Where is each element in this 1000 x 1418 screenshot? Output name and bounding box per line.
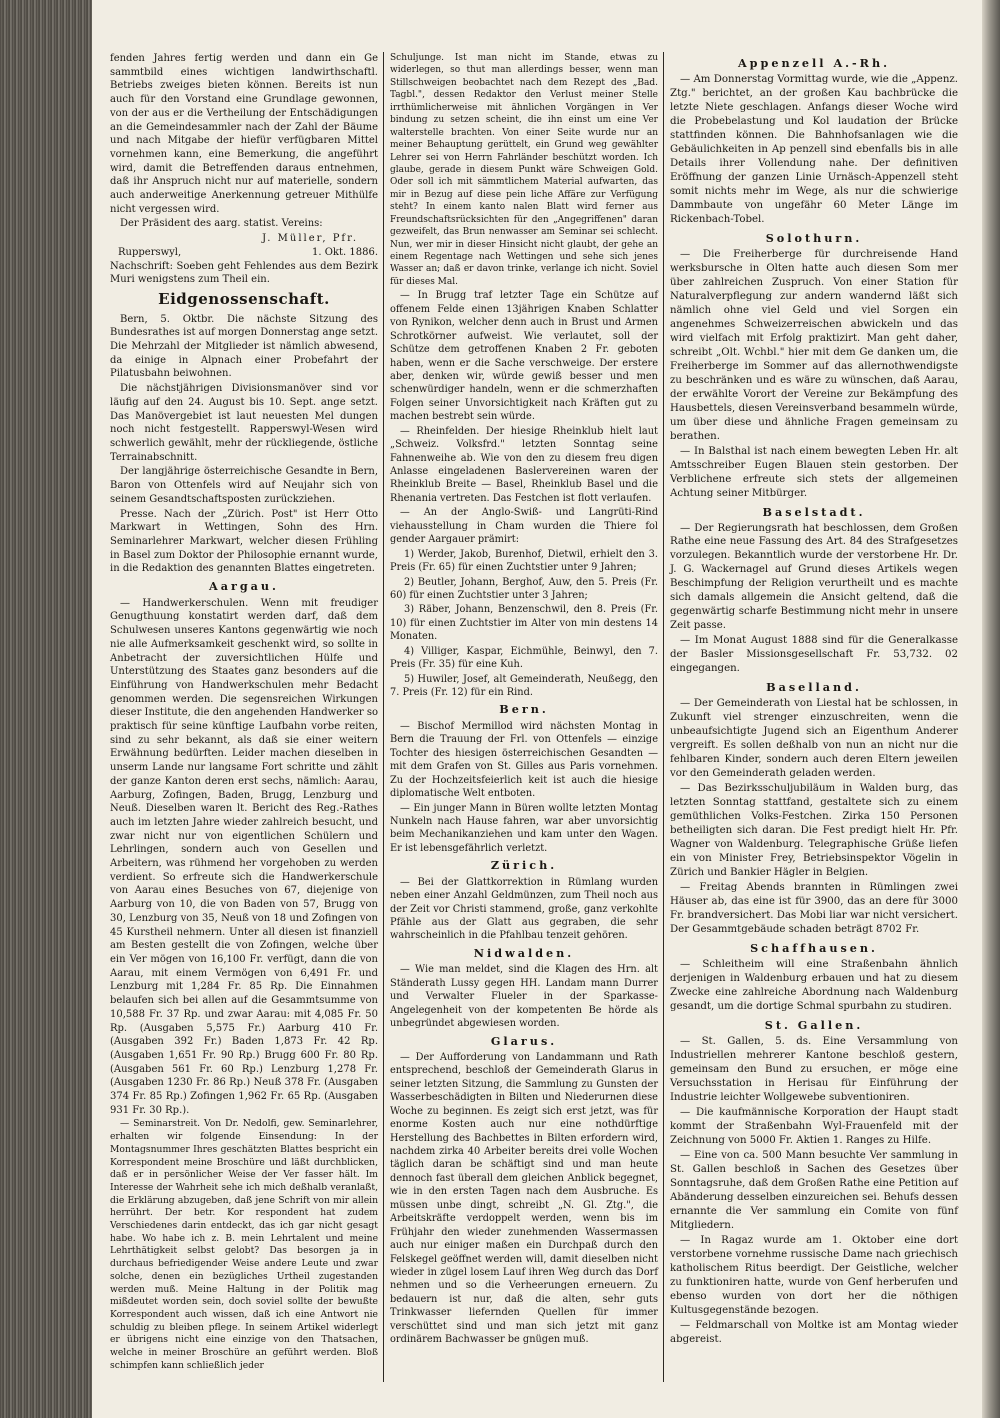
list-item: 3) Räber, Johann, Benzenschwil, den 8. Preis (Fr. 10) für einen Zuchtstier im Alter von min destens 14 Monaten. — [390, 604, 658, 643]
article-text: — Seminarstreit. Von Dr. Nedolfi, gew. Seminarlehrer, erhalten wir folgende Einsendung: In der Montagsnummer Ihres geschätzten Blattes bespricht ein Korrespondent meine Broschüre und läßt durchblicken, daß er in persönlicher Weise der Ver fasser hält. Im Interesse der Wahrheit sehe ich mich deßhalb veranlaßt, die Erklärung abzugeben, daß jene Schrift von mir allein herrührt. Der betr. Kor respondent hat zudem Verschiedenes darin entdeckt, das ich gar nicht gesagt habe. Wo habe ich z. B. mein Lehrtalent und meine Lehrthätigkeit selbst gelobt? Das besorgen ja in durchaus befriedigender Weise andere Leute und zwar solche, denen ein bezügliches Urtheil zugestanden werden muß. Meine Haltung in der Politik mag mißdeutet worden sein, doch soviel sollte der bewußte Korrespondent auch wissen, daß ich eine Antwort nie schuldig zu bleiben pflege. In seinem Artikel widerlegt er übrigens nicht eine einzige von den Thatsachen, welche in meiner Broschüre an geführt werden. Bloß schimpfen kann schließlich jeder — [110, 1118, 378, 1371]
canton-heading: Glarus. — [490, 1033, 558, 1048]
article-text: — In Brugg traf letzter Tage ein Schütze auf offenem Felde einen 13jährigen Knaben Schlatter von Rynikon, welcher denn auch in Brust und Armen Schrotkörner aufweist. Wie verlautet, soll der Schütze dem getroffenen Knaben 2 Fr. geboten haben, wenn er die Sache verschweige. Der erstere aber, denken wir, würde gewiß besser und men schenwürdiger handeln, wenn er die schmerzhaften Folgen seiner Unvorsichtigkeit nach Kräften gut zu machen bestrebt sein würde. — [390, 290, 658, 423]
article-text: — Das Bezirksschuljubiläum in Walden burg, das letzten Sonntag stattfand, gestaltete sich zu einem gemüthlichen Volks-Festchen. Zirka 150 Personen betheiligten sich daran. Die Fest predigt hielt Hr. Pfr. Wagner von Waldenburg. Telegraphische Grüße liefen ein von Minister Frey, Betriebsinspektor Vögelin in Zürich und Bankier Hägler in Belgien. — [670, 783, 958, 879]
list-item: 4) Villiger, Kaspar, Eichmühle, Beinwyl, den 7. Preis (Fr. 35) für eine Kuh. — [390, 645, 658, 671]
list-item: 5) Huwiler, Josef, alt Gemeinderath, Neußegg, den 7. Preis (Fr. 12) für ein Rind. — [390, 673, 658, 698]
canton-heading: Baselstadt. — [762, 504, 866, 519]
article-text: — Schleitheim will eine Straßenbahn ähnlich derjenigen in Waldenburg erbauen und hat zu diesem Zwecke eine zahlreiche Abordnung nach Waldenburg gesandt, um die dortige Schmal spurbahn zu studiren. — [670, 959, 958, 1012]
article-text: — Der Gemeinderath von Liestal hat be schlossen, in Zukunft viel strenger einzuschreiten, wenn die unbeaufsichtigte Jugend sich an Eigenthum Anderer vergreift. Es sollen deßhalb von nun an nicht nur die fehlbaren Kinder, sondern auch deren Eltern jeweilen vor den Gemeinderath geladen werden. — [670, 698, 958, 780]
newspaper-page — [100, 52, 968, 1382]
postscript: Nachschrift: Soeben geht Fehlendes aus dem Bezirk Muri wenigstens zum Theil ein. — [110, 260, 378, 286]
article-text: — Freitag Abends brannten in Rümlingen zwei Häuser ab, das eine ist für 3900, das an dere für 3000 Fr. brandversichert. Das Mobi liar war nicht versichert. Der Gesammtgebäude schaden beträgt 8702 Fr. — [670, 882, 958, 936]
article-text: — In Ragaz wurde am 1. Oktober eine dort verstorbene vornehme russische Dame nach griechisch katholischem Ritus beerdigt. Der Geistliche, welcher zu funktioniren hatte, wurde von Genf herberufen und ebenso wurden von dort her die nöthigen Kultusgegenstände bezogen. — [670, 1234, 958, 1316]
column-1 — [110, 52, 378, 1374]
article-text: Bern, 5. Oktbr. Die nächste Sitzung des Bundesrathes ist auf morgen Donnerstag ange setzt. Die Mehrzahl der Mitglieder ist nämlich abwesend, da einige in Alpnach einer Probefahrt der Pilatusbahn beiwohnen. — [110, 313, 378, 380]
article-text: fenden Jahres fertig werden und dann ein Ge sammtbild eines wichtigen landwirthschaftl. Betriebs zweiges bieten können. Bereits ist nun auch für den Vorstand eine Grundlage gewonnen, von der aus er die Vertheilung der Entschädigungen an die Gemeindesammler nach der Zahl der Bäume und nach Mitgabe der hiefür verfügbaren Mittel vornehmen kann, eine Bemerkung, die angeführt wird, damit die Betreffenden daraus entnehmen, daß ihr Anspruch nicht nur auf materielle, sondern auch anderweitige Anerkennung getreuer Mithülfe nicht vergessen wird. — [110, 53, 378, 215]
canton-heading: Aargau. — [209, 579, 279, 594]
dateline-place: Rupperswyl, — [118, 246, 182, 258]
article-text: — Ein junger Mann in Büren wollte letzten Montag Nunkeln nach Hause fahren, war aber unvorsichtig beim Mechanikanziehen und kam unter den Wagen. Er ist lebensgefährlich verletzt. — [390, 802, 658, 854]
article-text: — Bischof Mermillod wird nächsten Montag in Bern die Trauung der Frl. von Ottenfels — einzige Tochter des hiesigen österreichischen Gesandten — mit dem Grafen von St. Gilles aus Paris vornehmen. Zu der Hochzeitsfeierlich keit ist auch die hiesige diplomatische Welt entboten. — [390, 720, 658, 800]
dateline-date: 1. Okt. 1886. — [312, 246, 378, 258]
article-text: — Der Regierungsrath hat beschlossen, dem Großen Rathe eine neue Fassung des Art. 84 des Strafgesetzes vorzulegen. Bekanntlich wurde der verstorbene Hr. Dr. J. G. Wackernagel auf Grund dieses Artikels wegen Beschimpfung der Religion verurtheilt und es machte sich damals allgemein die Ansicht geltend, daß die gegenwärtig scharfe Bestimmung nicht mehr in unsere Zeit passe. — [670, 522, 958, 632]
article-text: — Feldmarschall von Moltke ist am Montag wieder abgereist. — [670, 1319, 958, 1345]
column-rule — [383, 52, 384, 1382]
article-text: — Die Freiherberge für durchreisende Hand werksbursche in Olten hatte auch diesen Som mer über zahlreichen Zuspruch. Von einer Station für Naturalverpflegung zur andern wandernd läßt sich nämlich ohne viel Geld und viel Sorgen ein angenehmes Schweizerreischen abwickeln und das wird vielfach mit Erfolg praktizirt. Man geht daher, schreibt „Olt. Wchbl." hier mit dem Ge danken um, die Freiherberge im Sommer auf das allernothwendigste zu beschränken und es wäre zu wünschen, daß Aarau, der erwählte Vorort der Vereine zur Bekämpfung des Hausbettels, diesen Vereinsverband besammeln würde, um über diese und ähnliche Fragen gemeinsam zu berathen. — [670, 248, 958, 442]
signature-name: J. Müller, Pfr. — [262, 233, 358, 245]
article-text: — Bei der Glattkorrektion in Rümlang wurden neben einer Anzahl Geldmünzen, zum Theil noch aus der Zeit vor Christi stammend, große, ganz verkohlte Pfähle aus der Glatt aus gegraben, die sehr wahrscheinlich in die Pfahlbau tenzeit gehören. — [390, 876, 658, 942]
section-title: Eidgenossenschaft. — [158, 289, 330, 308]
canton-heading: Baselland. — [766, 680, 862, 695]
canton-heading: Schaffhausen. — [750, 941, 878, 956]
canton-heading: Nidwalden. — [473, 945, 575, 960]
article-text: Die nächstjährigen Divisionsmanöver sind vor läufig auf den 24. August bis 10. Sept. ange setzt. Das Manövergebiet ist laut neuesten Mel dungen noch nicht festgestellt. Rapperswyl-Wesen wird schwerlich gewählt, mehr der rückliegende, östliche Terrainabschnitt. — [110, 383, 378, 463]
dateline — [110, 246, 378, 260]
page-edge — [982, 0, 1000, 1418]
canton-heading: Bern. — [499, 702, 549, 717]
article-text: — Rheinfelden. Der hiesige Rheinklub hielt laut „Schweiz. Volksfrd." letzten Sonntag seine Fahnenweihe ab. Wie von den zu diesem freu digen Anlasse eingeladenen Baslervereinen waren der Rheinklub Breite — Basel, Rheinklub Basel und die Rhenania vertreten. Das Festchen ist flott verlaufen. — [390, 425, 658, 504]
canton-heading: Solothurn. — [765, 230, 863, 245]
column-2 — [390, 52, 658, 1348]
article-text: — An der Anglo-Swiß- und Langrüti-Rind viehausstellung in Cham wurden die Thiere fol gender Aargauer prämirt: — [390, 507, 658, 546]
list-item: 1) Werder, Jakob, Burenhof, Dietwil, erhielt den 3. Preis (Fr. 65) für einen Zuchtstier unter 9 Jahren; — [390, 548, 658, 574]
canton-heading: St. Gallen. — [764, 1017, 864, 1032]
signature-line: Der Präsident des aarg. statist. Vereins: — [120, 218, 323, 230]
article-text: — Der Aufforderung von Landammann und Rath entsprechend, beschloß der Gemeinderath Glarus in seiner letzten Sitzung, die Sammlung zu Gunsten der Wasserbeschädigten in Bilten und Niederurnen diese Woche zu beginnen. Es zeigt sich erst jetzt, was für enorme Kosten auch nur eine nothdürftige Herstellung des Bachbettes in Bilten erfordern wird, nachdem zirka 40 Arbeiter bereits drei volle Wochen täglich daran be schäftigt sind und man heute dennoch fast überall dem gleichen Anblick begegnet, wie in den ersten Tagen nach dem Ausbruche. Es müssen unbe dingt, schreibt „N. Gl. Ztg.", die Arbeitskräfte verdoppelt werden, wenn bis im Frühjahr den wieder zunehmenden Wassermassen auch nur einiger maßen ein Durchpaß durch den Felskegel geöffnet werden will, damit dieselben nicht wieder in zügel losem Lauf ihren Weg durch das Dorf nehmen und so die Verheerungen erneuern. Zu bedauern ist nur, daß die alten, sehr guts Trinkwasser liefernden Quellen für immer verschüttet sind und man sich jetzt mit ganz ordinärem Bachwasser be gnügen muß. — [390, 1051, 658, 1346]
list-item: 2) Beutler, Johann, Berghof, Auw, den 5. Preis (Fr. 60) für einen Zuchtstier unter 3 Jahren; — [390, 576, 658, 601]
article-text: — Eine von ca. 500 Mann besuchte Ver sammlung in St. Gallen beschloß in Sachen des Gesetzes über Sonntagsruhe, daß dem Großen Rathe eine Petition auf Abänderung desselben einzureichen sei. Behufs dessen ernannte die Ver sammlung ein Comite von fünf Mitgliedern. — [670, 1149, 958, 1231]
canton-heading: Appenzell A.-Rh. — [738, 56, 890, 70]
column-rule — [663, 52, 664, 1382]
article-text: — Am Donnerstag Vormittag wurde, wie die „Appenz. Ztg." berichtet, an der großen Kau bachbrücke die letzte Niete geschlagen. Anfangs dieser Woche wird die Probebelastung und Kol laudation der Brücke stattfinden können. Die Bahnhofsanlagen wie die Gebäulichkeiten in Ap penzell sind ebenfalls bis in alle Details ihrer Vollendung nahe. Der definitiven Eröffnung der ganzen Linie Urnäsch-Appenzell steht somit nichts mehr im Wege, als nur die schwierige Dammbaute von ungefähr 60 Meter Länge im Rickenbach-Tobel. — [670, 73, 958, 225]
article-text: — In Balsthal ist nach einem bewegten Leben Hr. alt Amtsschreiber Eugen Blauen stein gestorben. Der Verblichene erfreute sich stets der allgemeinen Achtung seiner Mitbürger. — [670, 445, 958, 499]
award-list — [390, 548, 658, 700]
article-text: — Wie man meldet, sind die Klagen des Hrn. alt Ständerath Lussy gegen HH. Landam mann Durrer und Verwalter Flueler in der Sparkasse-Angelegenheit von der kompetenten Be hörde als unbegründet abgewiesen worden. — [390, 964, 658, 1030]
article-text: Schuljunge. Ist man nicht im Stande, etwas zu widerlegen, so thut man allerdings besser, wenn man Stillschweigen beobachtet nach dem Rezept des „Bad. Tagbl.", dessen Redaktor den Verlust meiner Stelle irrthümlicherweise mit ähnlichen Vorgängen in Ver bindung zu setzen scheint, die ihn einst um eine Ver walterstelle brachten. Von einer Seite wurde nur an meiner Behauptung gerüttelt, ein Grund weg gewählter Lehrer sei von Herrn Fahrländer beschützt worden. Ich glaube, gerade in diesem Punkt wäre Schweigen Gold. Oder soll ich mit sämmtlichem Material aufwarten, das mir in Bezug auf diese pein liche Affäre zur Verfügung steht? In einem kanto nalen Blatt wird ferner aus Freundschaftsrücksichten für den „Angegriffenen" daran gezweifelt, das Brun nenwasser am Seminar sei schlecht. Nun, wer mir in dieser Hinsicht nicht glaubt, der gehe an einem Regentage nach Wettingen und sehe sich jenes Wasser an; daß er davon trinke, verlange ich nicht. Soviel für dieses Mal. — [390, 53, 658, 287]
article-text: Der langjährige österreichische Gesandte in Bern, Baron von Ottenfels wird auf Neujahr sich von seinem Gesandtschaftsposten zurückziehen. — [110, 466, 378, 505]
book-spine — [0, 0, 92, 1418]
column-3 — [670, 52, 958, 1348]
article-text: — Im Monat August 1888 sind für die Generalkasse der Basler Missionsgesellschaft Fr. 53,732. 02 eingegangen. — [670, 635, 958, 675]
article-text: Presse. Nach der „Zürich. Post" ist Herr Otto Markwart in Wettingen, Sohn des Hrn. Seminarlehrer Markwart, welcher diesen Frühling in Basel zum Doktor der Philosophie ernannt wurde, in die Redaktion des genannten Blattes eingetreten. — [110, 508, 378, 575]
canton-heading: Zürich. — [490, 858, 558, 873]
article-text: — Die kaufmännische Korporation der Haupt stadt kommt der Straßenbahn Wyl-Frauenfeld mit der Zeichnung von 5000 Fr. Aktien 1. Ranges zu Hilfe. — [670, 1106, 958, 1146]
article-text: — St. Gallen, 5. ds. Eine Versammlung von Industriellen mehrerer Kantone beschloß gestern, gemeinsam den Bund zu ersuchen, er möge eine Versuchsstation in Herisau für Einführung der Industrie leichter Wollgewebe subventioniren. — [670, 1035, 958, 1103]
article-text: — Handwerkerschulen. Wenn mit freudiger Genugthuung konstatirt werden darf, daß dem Schulwesen unseres Kantons gegenwärtig wie noch nie alle Aufmerksamkeit geschenkt wird, so sollte in Anbetracht der zuversichtlichen Hülfe und Unterstützung des Staates ganz besonders auf die Einführung von Handwerkschulen mehr Bedacht genommen werden. Die segensreichen Wirkungen dieser Institute, die den angehenden Handwerker so praktisch für seine künftige Laufbahn vorbe reiten, sind zu sehr bekannt, als daß sie einer weitern Erwähnung bedürften. Leider machen dieselben in unserm Lande nur langsame Fort schritte und zählt der ganze Kanton deren erst sechs, nämlich: Aarau, Aarburg, Zofingen, Baden, Brugg, Lenzburg und Neuß. Dieselben waren lt. Bericht des Reg.-Rathes auch im letzten Jahre wieder zahlreich besucht, und zwar nicht nur von eigentlichen Schülern und Lehrlingen, sondern auch von Gesellen und Arbeitern, was rühmend her vorgehoben zu werden verdient. So erfreute sich die Handwerkerschule von Aarau eines Besuches von 67, diejenige von Aarburg von 10, die von Baden von 57, Brugg von 30, Lenzburg von 35, Neuß von 18 und Zofingen von 45 Kurstheil nehmern. Unter all diesen ist finanziell am Besten gestellt die von Zofingen, welche über ein Ver mögen von 16,100 Fr. verfügt, dann die von Aarau, mit einem Vermögen von 6,491 Fr. und Lenzburg mit 1,284 Fr. 85 Rp. Die Einnahmen belaufen sich bei allen auf die Gesammtsumme von 10,588 Fr. 37 Rp. und zwar Aarau: mit 4,085 Fr. 50 Rp. (Ausgaben 5,575 Fr.) Aarburg 410 Fr. (Ausgaben 392 Fr.) Baden 1,873 Fr. 42 Rp. (Ausgaben 1,651 Fr. 90 Rp.) Brugg 600 Fr. 80 Rp. (Ausgaben 561 Fr. 60 Rp.) Lenzburg 1,278 Fr. (Ausgaben 1230 Fr. 86 Rp.) Neuß 378 Fr. (Ausgaben 374 Fr. 85 Rp.) Zofingen 1,962 Fr. 65 Rp. (Ausgaben 931 Fr. 30 Rp.). — [110, 597, 378, 1116]
